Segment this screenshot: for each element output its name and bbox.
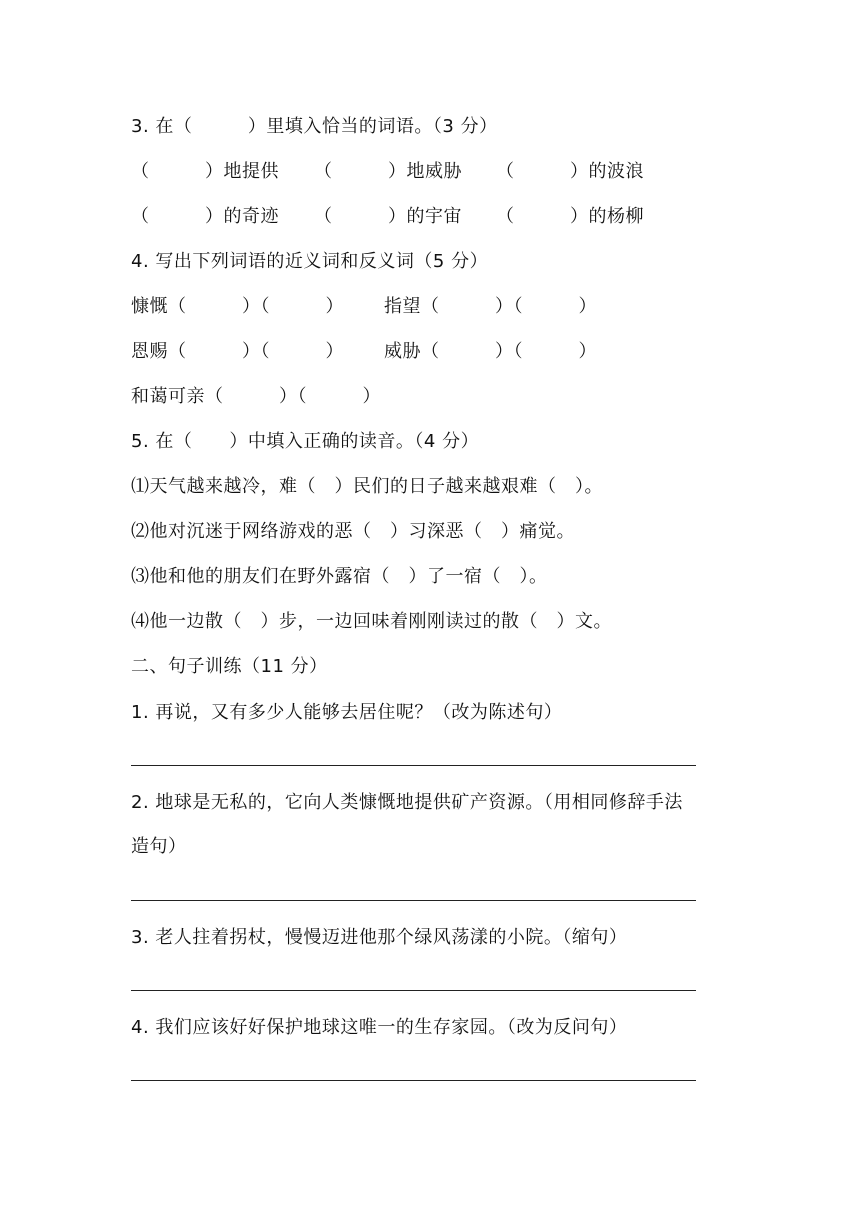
q3-blank-4: （ ）的奇迹	[131, 206, 279, 227]
q4-word-5: 和蔼可亲（ ）（ ）	[131, 386, 381, 407]
answer-line-3	[131, 990, 696, 991]
q3-title: 3. 在（ ）里填入恰当的词语。（3 分）	[131, 116, 498, 137]
sentence-q1: 1. 再说，又有多少人能够去居住呢？（改为陈述句）	[131, 702, 563, 723]
answer-line-2	[131, 900, 696, 901]
q3-blank-1: （ ）地提供	[131, 161, 279, 182]
answer-line-4	[131, 1080, 696, 1081]
sentence-q3: 3. 老人拄着拐杖，慢慢迈进他那个绿风荡漾的小院。（缩句）	[131, 927, 628, 948]
q3-blank-3: （ ）的波浪	[496, 161, 644, 182]
q5-item-3: ⑶他和他的朋友们在野外露宿（ ）了一宿（ ）。	[131, 566, 548, 587]
q4-word-4: 威胁（ ）（ ）	[384, 341, 597, 362]
q5-title: 5. 在（ ）中填入正确的读音。（4 分）	[131, 431, 480, 452]
answer-line-1	[131, 765, 696, 766]
q4-title: 4. 写出下列词语的近义词和反义词（5 分）	[131, 251, 489, 272]
q5-item-1: ⑴天气越来越冷，难（ ）民们的日子越来越艰难（ ）。	[131, 476, 603, 497]
q4-word-3: 恩赐（ ）（ ）	[131, 341, 344, 362]
q5-item-4: ⑷他一边散（ ）步，一边回味着刚刚读过的散（ ）文。	[131, 611, 612, 632]
section-heading: 二、句子训练（11 分）	[131, 656, 328, 677]
sentence-q4: 4. 我们应该好好保护地球这唯一的生存家园。（改为反问句）	[131, 1017, 628, 1038]
sentence-q2-line1: 2. 地球是无私的，它向人类慷慨地提供矿产资源。（用相同修辞手法	[131, 792, 683, 813]
q3-blank-6: （ ）的杨柳	[496, 206, 644, 227]
q5-item-2: ⑵他对沉迷于网络游戏的恶（ ）习深恶（ ）痛觉。	[131, 521, 575, 542]
sentence-q2-line2: 造句）	[131, 836, 187, 857]
q3-blank-5: （ ）的宇宙	[314, 206, 462, 227]
q4-word-1: 慷慨（ ）（ ）	[131, 296, 344, 317]
q4-word-2: 指望（ ）（ ）	[384, 296, 597, 317]
q3-blank-2: （ ）地威胁	[314, 161, 462, 182]
